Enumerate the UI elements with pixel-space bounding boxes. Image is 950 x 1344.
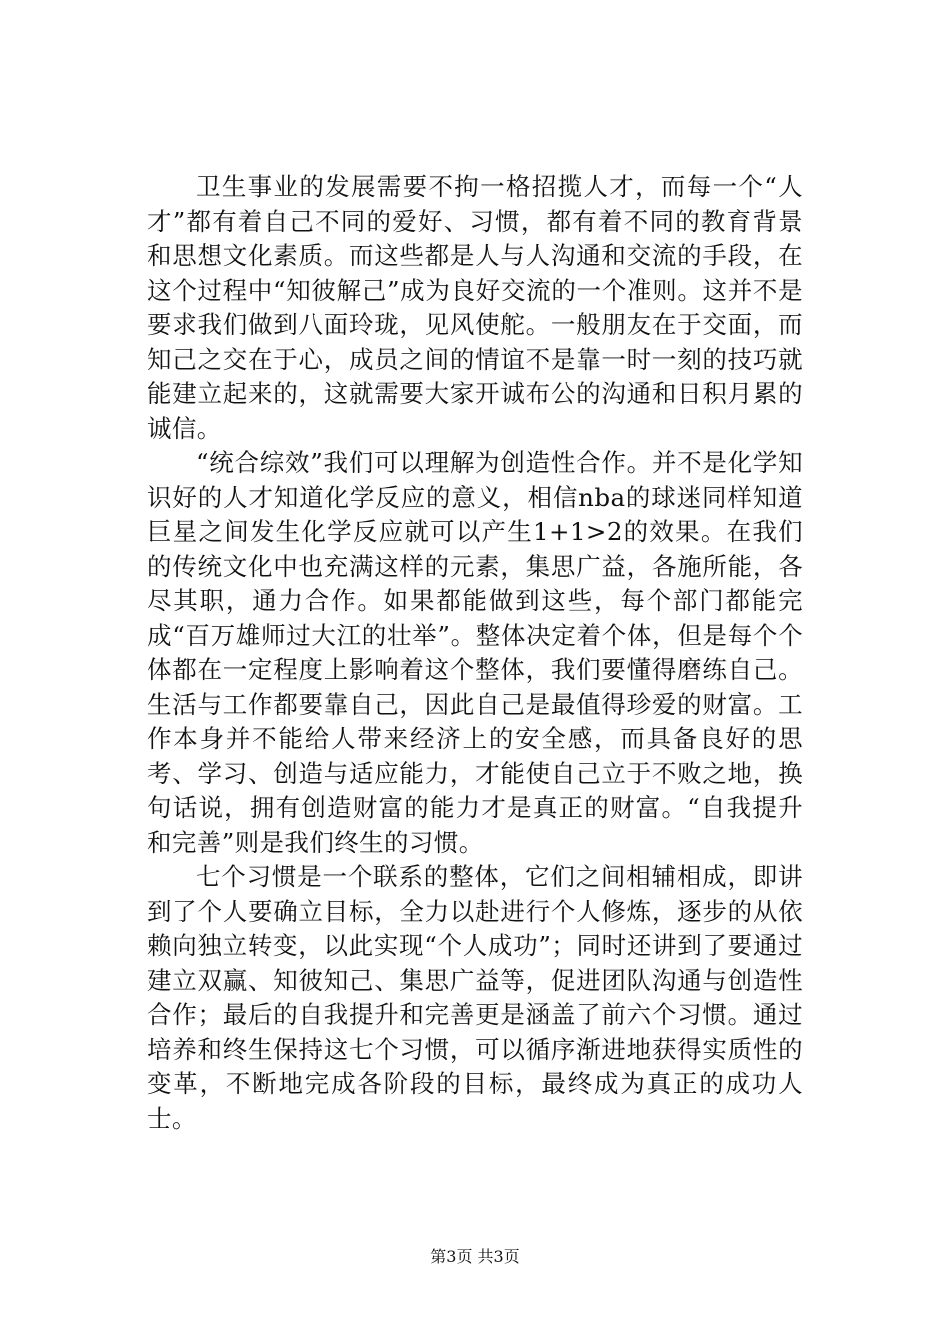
paragraph-2: “统合综效”我们可以理解为创造性合作。并不是化学知识好的人才知道化学反应的意义，相信nba的球迷同样知道巨星之间发生化学反应就可以产生1+1>2的效果。在我们的传统文化中也充满这样的元素，集思广益，各施所能，各尽其职，通力合作。如果都能做到这些，每个部门都能完成“百万雄师过大江的壮举”。整体决定着个体，但是每个个体都在一定程度上影响着这个整体，我们要懂得磨练自己。生活与工作都要靠自己，因此自己是最值得珍爱的财富。工作本身并不能给人带来经济上的安全感，而具备良好的思考、学习、创造与适应能力，才能使自己立于不败之地，换句话说，拥有创造财富的能力才是真正的财富。“自我提升和完善”则是我们终生的习惯。 xyxy=(147,448,803,857)
page-footer: 第3页 共3页 xyxy=(430,1247,520,1266)
document-body xyxy=(147,170,803,1136)
paragraph-3: 七个习惯是一个联系的整体，它们之间相辅相成，即讲到了个人要确立目标，全力以赴进行个人修炼，逐步的从依赖向独立转变，以此实现“个人成功”；同时还讲到了要通过建立双赢、知彼知己、集思广益等，促进团队沟通与创造性合作；最后的自我提升和完善更是涵盖了前六个习惯。通过培养和终生保持这七个习惯，可以循序渐进地获得实质性的变革，不断地完成各阶段的目标，最终成为真正的成功人士。 xyxy=(147,862,803,1133)
paragraph-1: 卫生事业的发展需要不拘一格招揽人才，而每一个“人才”都有着自己不同的爱好、习惯，都有着不同的教育背景和思想文化素质。而这些都是人与人沟通和交流的手段，在这个过程中“知彼解己”成为良好交流的一个准则。这并不是要求我们做到八面玲珑，见风使舵。一般朋友在于交面，而知己之交在于心，成员之间的情谊不是靠一时一刻的技巧就能建立起来的，这就需要大家开诚布公的沟通和日积月累的诚信。 xyxy=(147,172,803,443)
